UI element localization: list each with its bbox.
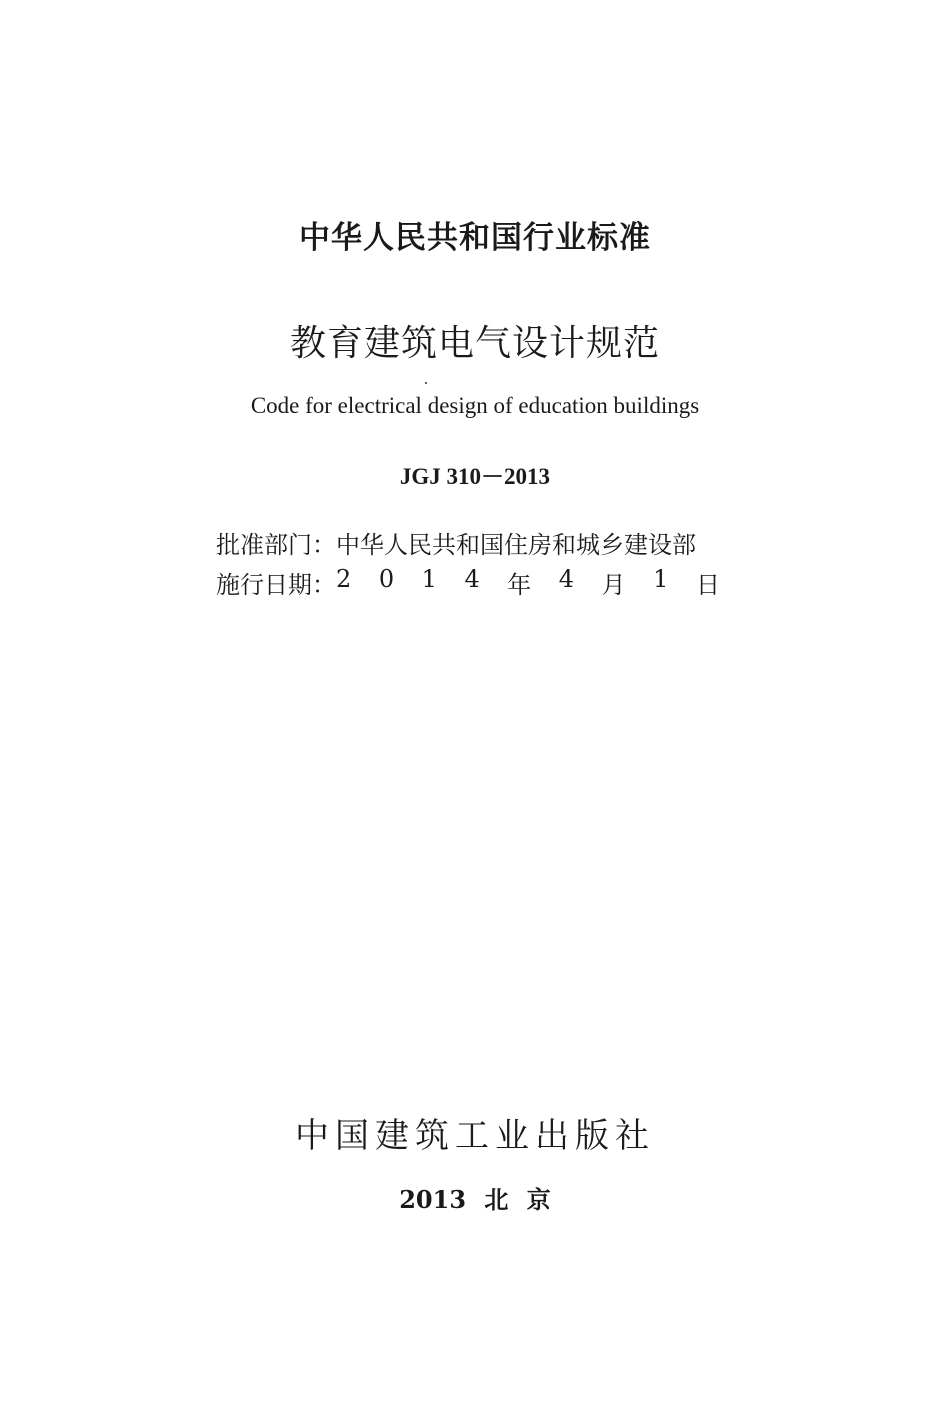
approval-info-block — [216, 522, 756, 602]
effective-date-value — [336, 565, 720, 600]
date-char: 2 — [336, 564, 352, 593]
standard-code: JGJ 310－2013 — [399, 464, 551, 489]
date-char: 1 — [653, 564, 669, 593]
title-chinese: 教育建筑电气设计规范 — [289, 323, 660, 364]
print-speck — [425, 382, 427, 384]
date-char: 4 — [558, 564, 575, 593]
title-english: Code for electrical design of education buildings — [250, 393, 700, 418]
approval-department-row — [216, 522, 756, 562]
date-char: 年 — [507, 570, 532, 599]
standard-category-header: 中华人民共和国行业标准 — [299, 220, 651, 256]
date-char: 4 — [464, 564, 480, 593]
date-char: 1 — [421, 564, 437, 593]
publication-year-place: 2013 北 京 — [399, 1185, 551, 1214]
date-char: 月 — [601, 570, 626, 599]
effective-date-row — [216, 562, 756, 602]
approval-department-label: 批准部门： — [216, 530, 336, 559]
publisher-name: 中国建筑工业出版社 — [295, 1116, 655, 1156]
date-char: 日 — [695, 570, 720, 599]
effective-date-label: 施行日期： — [216, 570, 336, 599]
date-char: 0 — [378, 564, 395, 593]
approval-department-value: 中华人民共和国住房和城乡建设部 — [336, 530, 696, 559]
